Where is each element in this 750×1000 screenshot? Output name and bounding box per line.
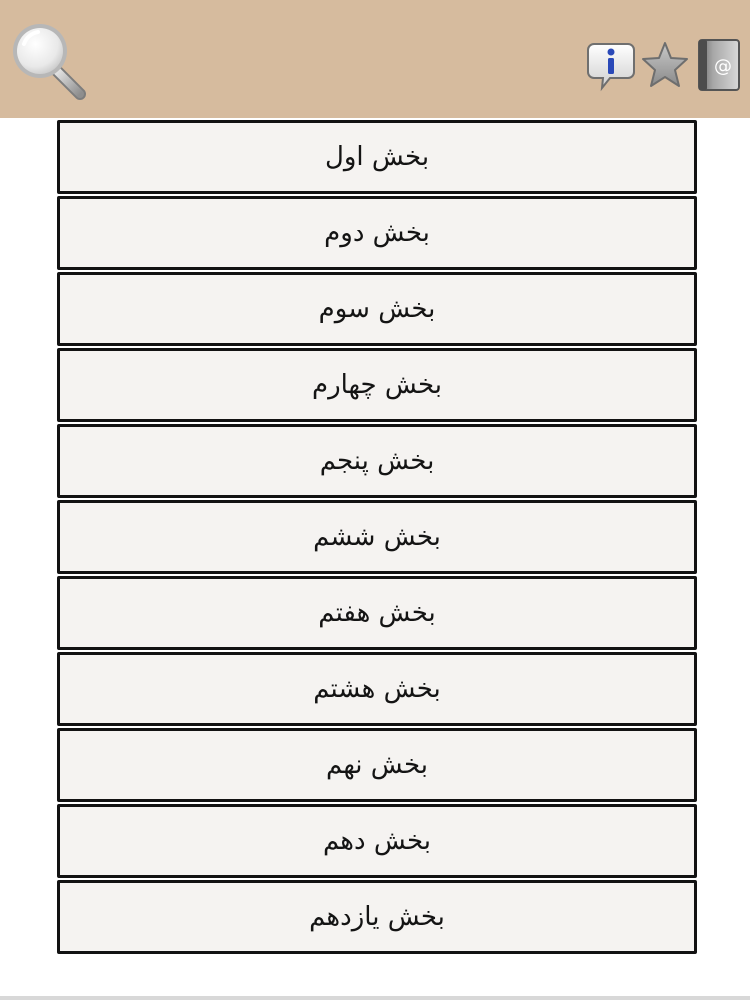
- section-item[interactable]: [57, 576, 697, 650]
- section-label: بخش یازدهم: [309, 902, 445, 932]
- section-label: بخش هفتم: [318, 598, 436, 628]
- section-item[interactable]: [57, 348, 697, 422]
- star-icon: [640, 40, 690, 90]
- search-icon: [6, 18, 88, 100]
- section-label: بخش نهم: [326, 750, 428, 780]
- section-label: بخش سوم: [318, 294, 436, 324]
- section-item[interactable]: [57, 880, 697, 954]
- section-item[interactable]: [57, 652, 697, 726]
- section-label: بخش پنجم: [319, 446, 435, 476]
- section-label: بخش دهم: [322, 826, 432, 856]
- section-label: بخش چهارم: [311, 370, 443, 400]
- section-item[interactable]: [57, 272, 697, 346]
- section-item[interactable]: [57, 120, 697, 194]
- section-label: بخش هشتم: [313, 674, 441, 704]
- contacts-book-icon: [696, 38, 742, 92]
- section-label: بخش دوم: [324, 218, 430, 248]
- info-button[interactable]: [586, 37, 636, 93]
- section-item[interactable]: [57, 804, 697, 878]
- info-icon: [586, 38, 636, 92]
- sections-list: [57, 120, 697, 956]
- section-label: بخش ششم: [313, 522, 441, 552]
- svg-text:@: @: [714, 56, 732, 77]
- bottom-divider: [0, 996, 750, 1000]
- contacts-button[interactable]: [694, 37, 744, 93]
- section-label: بخش اول: [324, 142, 430, 172]
- top-toolbar: [0, 0, 750, 118]
- section-item[interactable]: [57, 424, 697, 498]
- section-item[interactable]: [57, 728, 697, 802]
- section-item[interactable]: [57, 196, 697, 270]
- search-button[interactable]: [6, 18, 88, 100]
- section-item[interactable]: [57, 500, 697, 574]
- favorites-button[interactable]: [640, 37, 690, 93]
